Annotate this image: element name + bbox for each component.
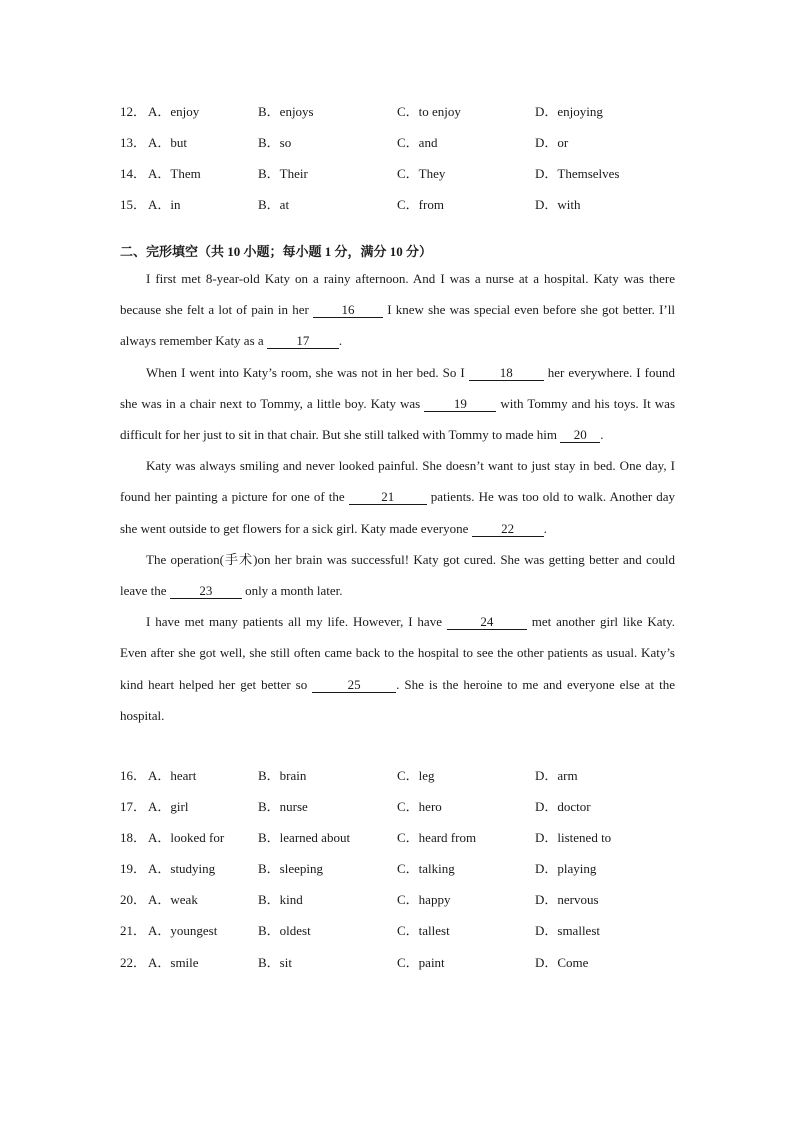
passage-paragraph bbox=[120, 606, 675, 731]
option-b: B．oldest bbox=[258, 923, 311, 938]
option-d: D．nervous bbox=[535, 892, 599, 907]
blank-18: 18 bbox=[469, 365, 544, 381]
option-c: C．heard from bbox=[397, 830, 477, 845]
option-b: B．at bbox=[258, 197, 290, 212]
question-number: 22． bbox=[120, 955, 147, 970]
passage-text: I knew she was special even before she got better. I’ll always remember Katy as a bbox=[120, 302, 675, 349]
option-d: D．arm bbox=[535, 768, 578, 783]
option-d: D．listened to bbox=[535, 830, 612, 845]
passage-text: I have met many patients all my life. However, I have bbox=[146, 614, 447, 630]
blank-17: 17 bbox=[267, 333, 339, 349]
option-b: B．sleeping bbox=[258, 861, 323, 876]
option-b: B．enjoys bbox=[258, 104, 314, 119]
passage-text: When I went into Katy’s room, she was not in her bed. So I bbox=[146, 364, 469, 380]
option-b: B．nurse bbox=[258, 799, 308, 814]
option-a: A．Them bbox=[148, 166, 201, 181]
question-number: 18． bbox=[120, 830, 147, 845]
option-a: A．in bbox=[148, 197, 181, 212]
option-a: A．youngest bbox=[148, 923, 218, 938]
blank-25: 25 bbox=[312, 677, 396, 693]
blank-20: 20 bbox=[560, 427, 600, 443]
option-d: D．Themselves bbox=[535, 166, 620, 181]
option-a: A．but bbox=[148, 135, 188, 150]
passage-text: only a month later. bbox=[241, 583, 343, 599]
option-a: A．weak bbox=[148, 892, 198, 907]
question-number: 19． bbox=[120, 861, 147, 876]
passage-text: met another girl like Katy. Even after she got well, she still often came back to the hospital to see the other patients as usual. Katy’s kind heart helped her get better so bbox=[120, 614, 675, 692]
option-a: A．looked for bbox=[148, 830, 225, 845]
option-c: C．tallest bbox=[397, 923, 450, 938]
option-a: A．smile bbox=[148, 955, 199, 970]
passage-paragraph bbox=[120, 357, 675, 451]
blank-19: 19 bbox=[424, 396, 496, 412]
blank-24: 24 bbox=[447, 614, 527, 630]
question-number: 15． bbox=[120, 197, 147, 212]
option-d: D．or bbox=[535, 135, 569, 150]
option-c: C．happy bbox=[397, 892, 451, 907]
blank-23: 23 bbox=[170, 583, 242, 599]
question-number: 16． bbox=[120, 768, 147, 783]
option-c: C．to enjoy bbox=[397, 104, 461, 119]
question-number: 14． bbox=[120, 166, 147, 181]
option-c: C．talking bbox=[397, 861, 455, 876]
question-number: 20． bbox=[120, 892, 147, 907]
section-title: 二、完形填空（共 10 小题；每小题 1 分，满分 10 分） bbox=[120, 244, 433, 259]
option-a: A．studying bbox=[148, 861, 216, 876]
cloze-passage bbox=[120, 263, 675, 731]
option-c: C．They bbox=[397, 166, 446, 181]
option-d: D．with bbox=[535, 197, 581, 212]
passage-text: . She is the heroine to me and everyone else at the hospital. bbox=[120, 676, 675, 723]
option-b: B．sit bbox=[258, 955, 292, 970]
question-number: 21． bbox=[120, 923, 147, 938]
option-d: D．Come bbox=[535, 955, 589, 970]
passage-text: Katy was always smiling and never looked painful. She doesn’t want to just stay in bed. One day, I found her painting a picture for one of the bbox=[120, 458, 675, 505]
option-b: B．so bbox=[258, 135, 292, 150]
passage-text: . bbox=[543, 520, 547, 536]
passage-text: I first met 8-year-old Katy on a rainy afternoon. And I was a nurse at a hospital. Katy was there because she felt a lot of pain in her bbox=[120, 271, 675, 318]
option-d: D．playing bbox=[535, 861, 597, 876]
option-c: C．hero bbox=[397, 799, 442, 814]
option-a: A．girl bbox=[148, 799, 189, 814]
option-a: A．heart bbox=[148, 768, 197, 783]
passage-text: . bbox=[600, 427, 604, 443]
blank-22: 22 bbox=[472, 521, 544, 537]
question-number: 12． bbox=[120, 104, 147, 119]
passage-text: with Tommy and his toys. It was difficult for her just to sit in that chair. But she still talked with Tommy to made him bbox=[120, 395, 675, 443]
option-c: C．leg bbox=[397, 768, 435, 783]
option-b: B．Their bbox=[258, 166, 308, 181]
option-d: D．doctor bbox=[535, 799, 591, 814]
question-number: 17． bbox=[120, 799, 147, 814]
passage-text: patients. He was too old to walk. Another day she went outside to get flowers for a sick girl. Katy made everyone bbox=[120, 489, 675, 536]
passage-text: The operation(手术)on her brain was successful! Katy got cured. She was getting better and could leave the bbox=[120, 551, 675, 599]
option-b: B．brain bbox=[258, 768, 307, 783]
blank-21: 21 bbox=[349, 489, 427, 505]
passage-paragraph bbox=[120, 263, 675, 357]
option-b: B．learned about bbox=[258, 830, 351, 845]
option-d: D．smallest bbox=[535, 923, 600, 938]
blank-16: 16 bbox=[313, 302, 383, 318]
option-d: D．enjoying bbox=[535, 104, 603, 119]
passage-text: . bbox=[338, 333, 343, 349]
option-c: C．paint bbox=[397, 955, 445, 970]
option-c: C．and bbox=[397, 135, 438, 150]
passage-text: her everywhere. I found she was in a chair next to Tommy, a little boy. Katy was bbox=[120, 364, 675, 411]
option-c: C．from bbox=[397, 197, 444, 212]
passage-paragraph bbox=[120, 544, 675, 606]
question-number: 13． bbox=[120, 135, 147, 150]
passage-paragraph bbox=[120, 450, 675, 544]
option-a: A．enjoy bbox=[148, 104, 200, 119]
option-b: B．kind bbox=[258, 892, 303, 907]
